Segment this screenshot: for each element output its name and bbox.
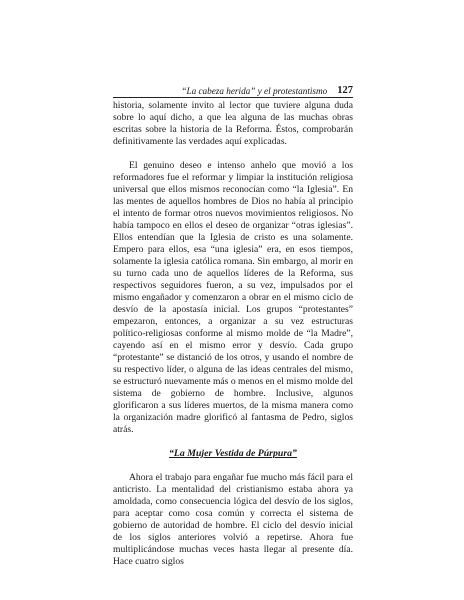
section-subheading: “La Mujer Vestida de Púrpura” [169,448,297,459]
paragraph-3: Ahora el trabajo para engañar fue mucho más fácil para el anticristo. La mentalidad del cristianismo estaba ahora ya amoldada, como consecuencia lógica del desvío de los siglos, para aceptar como cosa común y correcta el sistema de gobierno de autoridad de hombre. El ciclo del desvío inicial de los siglos anteriores volvió a repetirse. Ahora fue multiplicándose muchas veces hasta llegar al presente día. Hace cuatro siglos [113,472,353,567]
body-text [113,100,353,568]
running-head [113,80,353,96]
paragraph-1: historia, solamente invito al lector que tuviere alguna duda sobre lo aquí dicho, a que lea alguna de las muchas obras escritas sobre la historia de la Reforma. Éstos, comprobarán definitivamente las verdades aquí explicadas. [113,100,353,147]
paragraph-gap [113,148,353,160]
paragraph-gap [113,436,353,448]
paragraph-gap [113,460,353,472]
paragraph-2: El genuino deseo e intenso anhelo que movió a los reformadores fue el reformar y limpiar la institución religiosa universal que ellos mismos reconocían como “la Iglesia”. En las mentes de aquellos hombres de Dios no había al principio el intento de formar otros nuevos movimientos religiosos. No había tampoco en ellos el deseo de organizar “otras iglesias”. Ellos entendían que la Iglesia de cristo es una solamente. Empero para ellos, esa “una iglesia” era, en esos tiempos, solamente la iglesia católica romana. Sin embargo, al morir en su turno cada uno de aquellos líderes de la Reforma, sus respectivos seguidores fueron, a su vez, impulsados por el mismo engañador y comenzaron a obrar en el mismo ciclo de desvío de la apostasía inicial. Los grupos “protestantes” empezaron, entonces, a organizar a su vez estructuras político-religiosas conforme al mismo molde de “la Madre”, cayendo así en el mismo error y desvío. Cada grupo “protestante” se distanció de los otros, y usando el nombre de su respectivo líder, o alguna de las ideas centrales del mismo, se estructuró nuevamente más o menos en el mismo molde del sistema de gobierno de hombre. Inclusive, algunos glorificaron a sus líderes muertos, de la misma manera como la organización madre glorificó al fantasma de Pedro, siglos atrás. [113,160,353,435]
header-rule [113,97,353,98]
running-title: “La cabeza herida” y el protestantismo [181,86,328,96]
page-number: 127 [337,85,353,96]
